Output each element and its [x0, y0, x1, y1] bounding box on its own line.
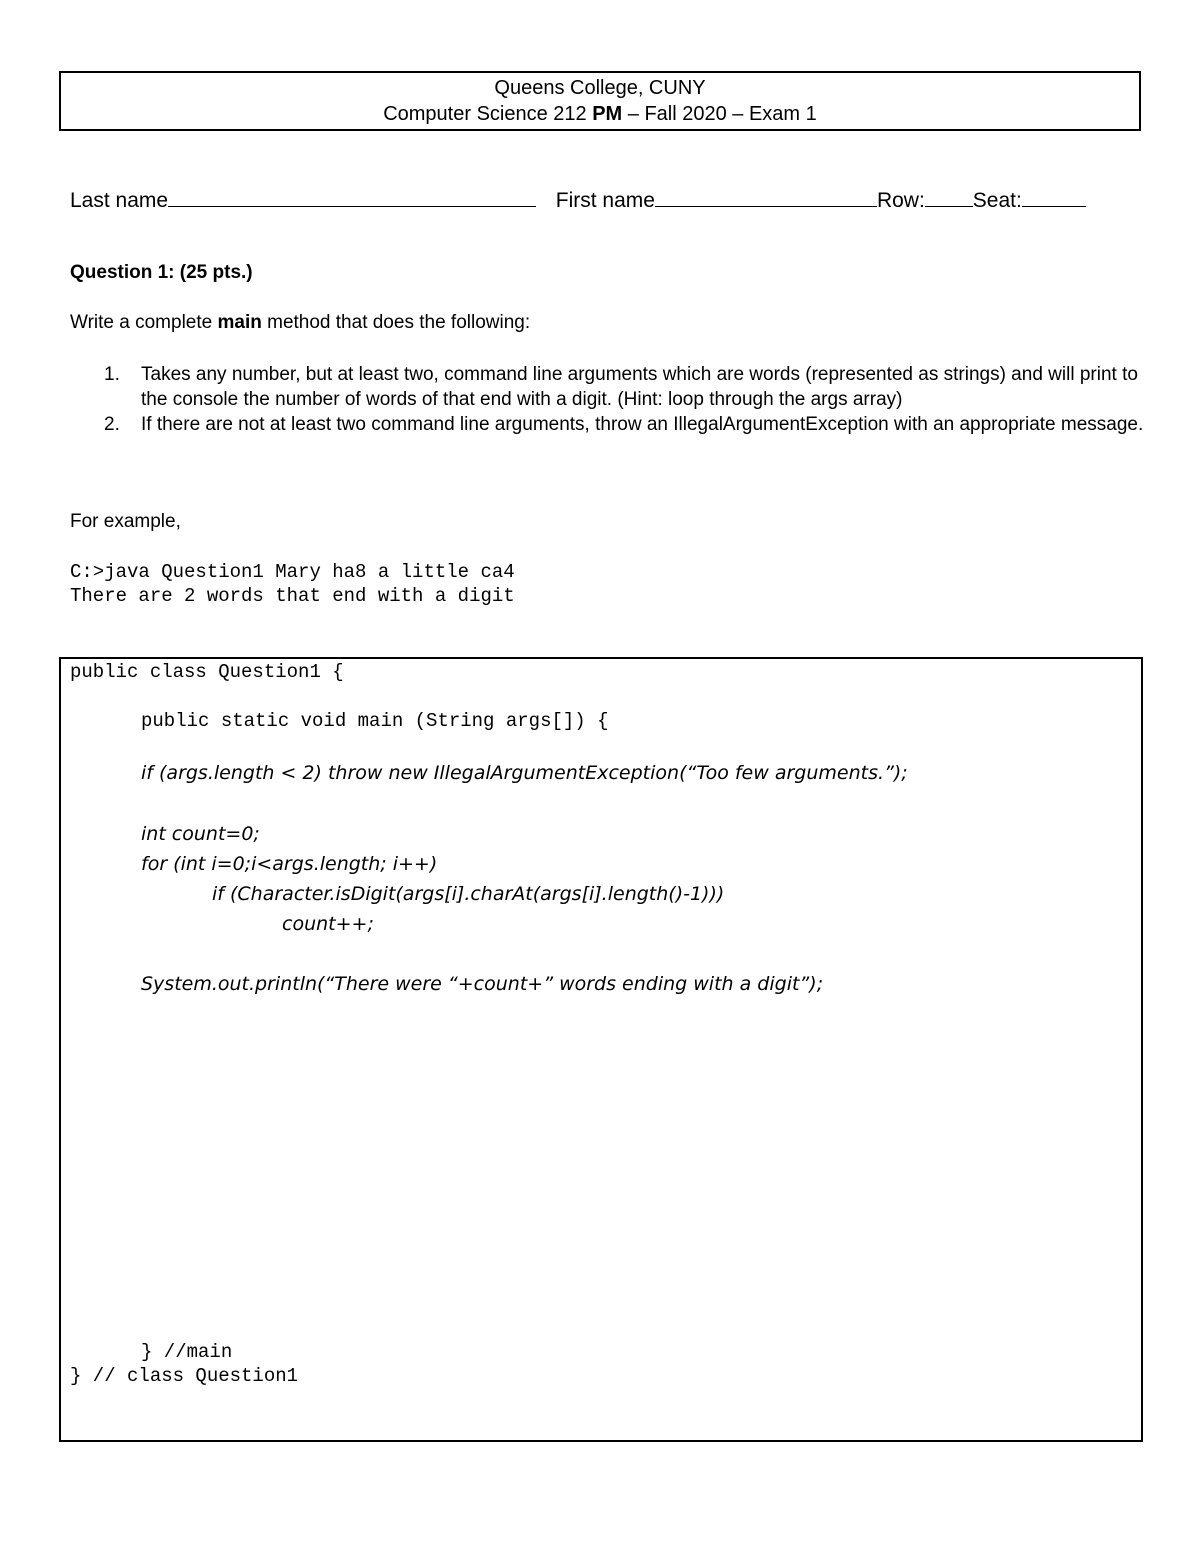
question-intro: Write a complete main method that does the following:	[70, 312, 531, 333]
seat-field[interactable]	[1022, 186, 1086, 207]
requirements-list	[104, 362, 1144, 437]
list-item-number: 1.	[104, 364, 120, 385]
list-item-text: Takes any number, but at least two, command line arguments which are words (represented as strings) and will print to the console the number of words of that end with a digit. (Hint: loop through the args array)	[141, 364, 1138, 410]
question-title: Question 1: (25 pts.)	[70, 262, 253, 283]
first-name-field[interactable]	[655, 186, 877, 207]
class-header-code: public class Question1 {	[70, 661, 344, 683]
student-info-row	[70, 186, 1130, 214]
handwritten-if-digit: if (Character.isDigit(args[i].charAt(args[i].length()-1)))	[212, 883, 725, 905]
handwritten-for-loop: for (int i=0;i<args.length; i++)	[141, 853, 438, 875]
console-command-line: C:>java Question1 Mary ha8 a little ca4	[70, 561, 515, 583]
course-exam-title: Computer Science 212 PM – Fall 2020 – Exam 1	[383, 103, 817, 125]
class-close-code: } // class Question1	[70, 1365, 299, 1387]
row-field[interactable]	[925, 186, 973, 207]
console-output-line: There are 2 words that end with a digit	[70, 585, 515, 607]
list-item	[104, 412, 1144, 437]
last-name-label: Last name	[70, 189, 169, 212]
handwritten-count-init: int count=0;	[141, 823, 260, 845]
handwritten-count-increment: count++;	[282, 913, 374, 935]
school-name: Queens College, CUNY	[494, 77, 706, 99]
main-close-code: } //main	[141, 1341, 233, 1363]
list-item	[104, 362, 1144, 412]
last-name-field[interactable]	[168, 186, 536, 207]
handwritten-arg-check: if (args.length < 2) throw new IllegalArgumentException(“Too few arguments.”);	[141, 762, 908, 784]
example-label: For example,	[70, 511, 181, 532]
row-label: Row:	[876, 189, 925, 212]
exam-header-box	[59, 71, 1141, 131]
handwritten-println: System.out.println(“There were “+count+” words ending with a digit”);	[141, 973, 824, 995]
list-item-text: If there are not at least two command line arguments, throw an IllegalArgumentException with an appropriate message.	[141, 414, 1144, 435]
main-header-code: public static void main (String args[]) {	[141, 710, 609, 732]
seat-label: Seat:	[972, 189, 1022, 212]
first-name-label: First name	[555, 189, 655, 212]
list-item-number: 2.	[104, 414, 120, 435]
